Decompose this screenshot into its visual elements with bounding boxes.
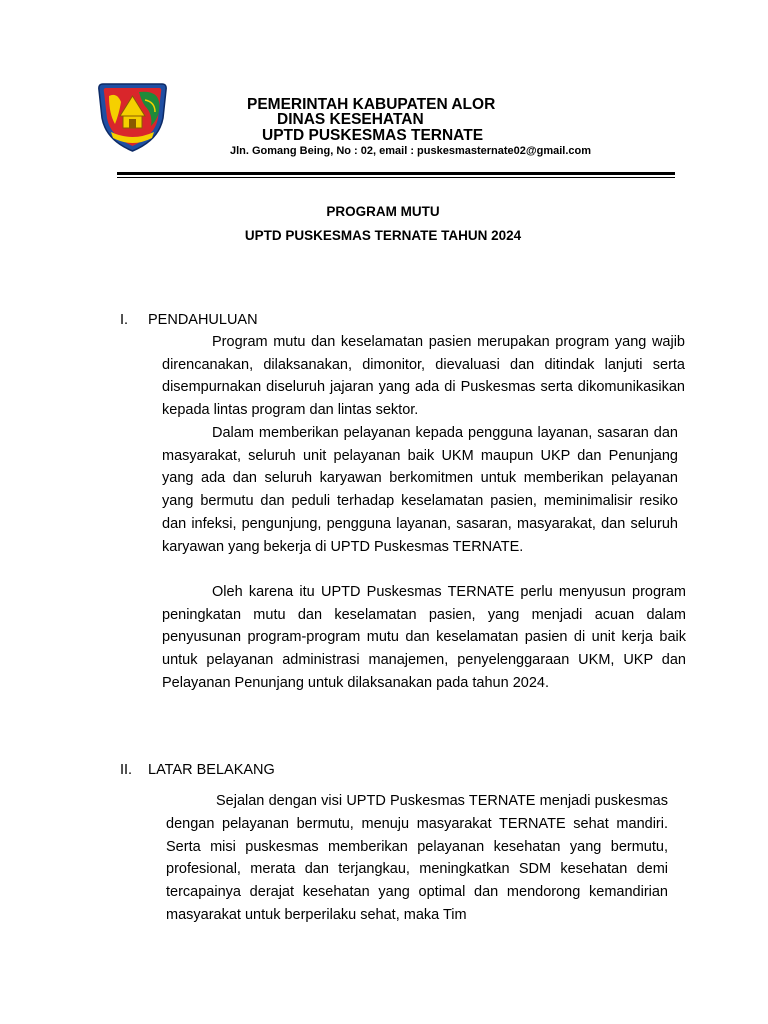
paragraph: Oleh karena itu UPTD Puskesmas TERNATE perlu menyusun program peningkatan mutu dan keselamatan pasien, yang menjadi acuan dalam penyusunan program-program mutu dan keselamatan pasien di unit kerja baik untuk pelayanan administrasi manajemen, penyelenggaraan UKM, UKP dan Pelayanan Penunjang untuk dilaksanakan pada tahun 2024. <box>162 584 686 691</box>
section-number: I. <box>120 312 129 328</box>
regency-emblem-icon <box>95 78 170 154</box>
paragraph: Dalam memberikan pelayanan kepada pengguna layanan, sasaran dan masyarakat, seluruh unit pelayanan baik UKM maupun UKP dan Penunjang yang ada dan seluruh karyawan berkomitmen untuk memberikan pelayanan yang bermutu dan peduli terhadap keselamatan pasien, meminimalisir resiko dan infeksi, pengunjung, pengguna layanan, sasaran, masyarakat, dan seluruh karyawan yang bekerja di UPTD Puskesmas TERNATE. <box>162 425 678 555</box>
letterhead-government: PEMERINTAH KABUPATEN ALOR <box>247 96 496 113</box>
section-heading-latar-belakang <box>120 762 275 778</box>
section-title: LATAR BELAKANG <box>148 762 275 778</box>
document-subtitle: UPTD PUSKESMAS TERNATE TAHUN 2024 <box>244 228 522 243</box>
section-title: PENDAHULUAN <box>148 312 258 328</box>
letterhead-address: Jln. Gomang Being, No : 02, email : puskesmasternate02@gmail.com <box>230 145 592 157</box>
letterhead-divider-thick <box>117 172 675 175</box>
paragraph: Program mutu dan keselamatan pasien merupakan program yang wajib direncanakan, dilaksanakan, dimonitor, dievaluasi dan ditindak lanjuti serta disempurnakan diseluruh jajaran yang ada di Puskesmas serta dikomunikasikan kepada lintas program dan lintas sektor. <box>162 334 685 419</box>
letterhead-institution: UPTD PUSKESMAS TERNATE <box>262 127 484 144</box>
letterhead-divider-thin <box>117 177 675 178</box>
letterhead-department: DINAS KESEHATAN <box>277 111 424 128</box>
section-heading-pendahuluan <box>120 312 258 328</box>
paragraph: Sejalan dengan visi UPTD Puskesmas TERNATE menjadi puskesmas dengan pelayanan bermutu, menuju masyarakat TERNATE sehat mandiri. Serta misi puskesmas memberikan pelayanan kesehatan yang bermutu, profesional, merata dan terjangkau, meningkatkan SDM kesehatan demi tercapainya derajat kesehatan yang optimal dan mendorong kemandirian masyarakat untuk berperilaku sehat, maka Tim <box>166 793 668 923</box>
document-title: PROGRAM MUTU <box>326 204 440 219</box>
section-number: II. <box>120 762 133 778</box>
